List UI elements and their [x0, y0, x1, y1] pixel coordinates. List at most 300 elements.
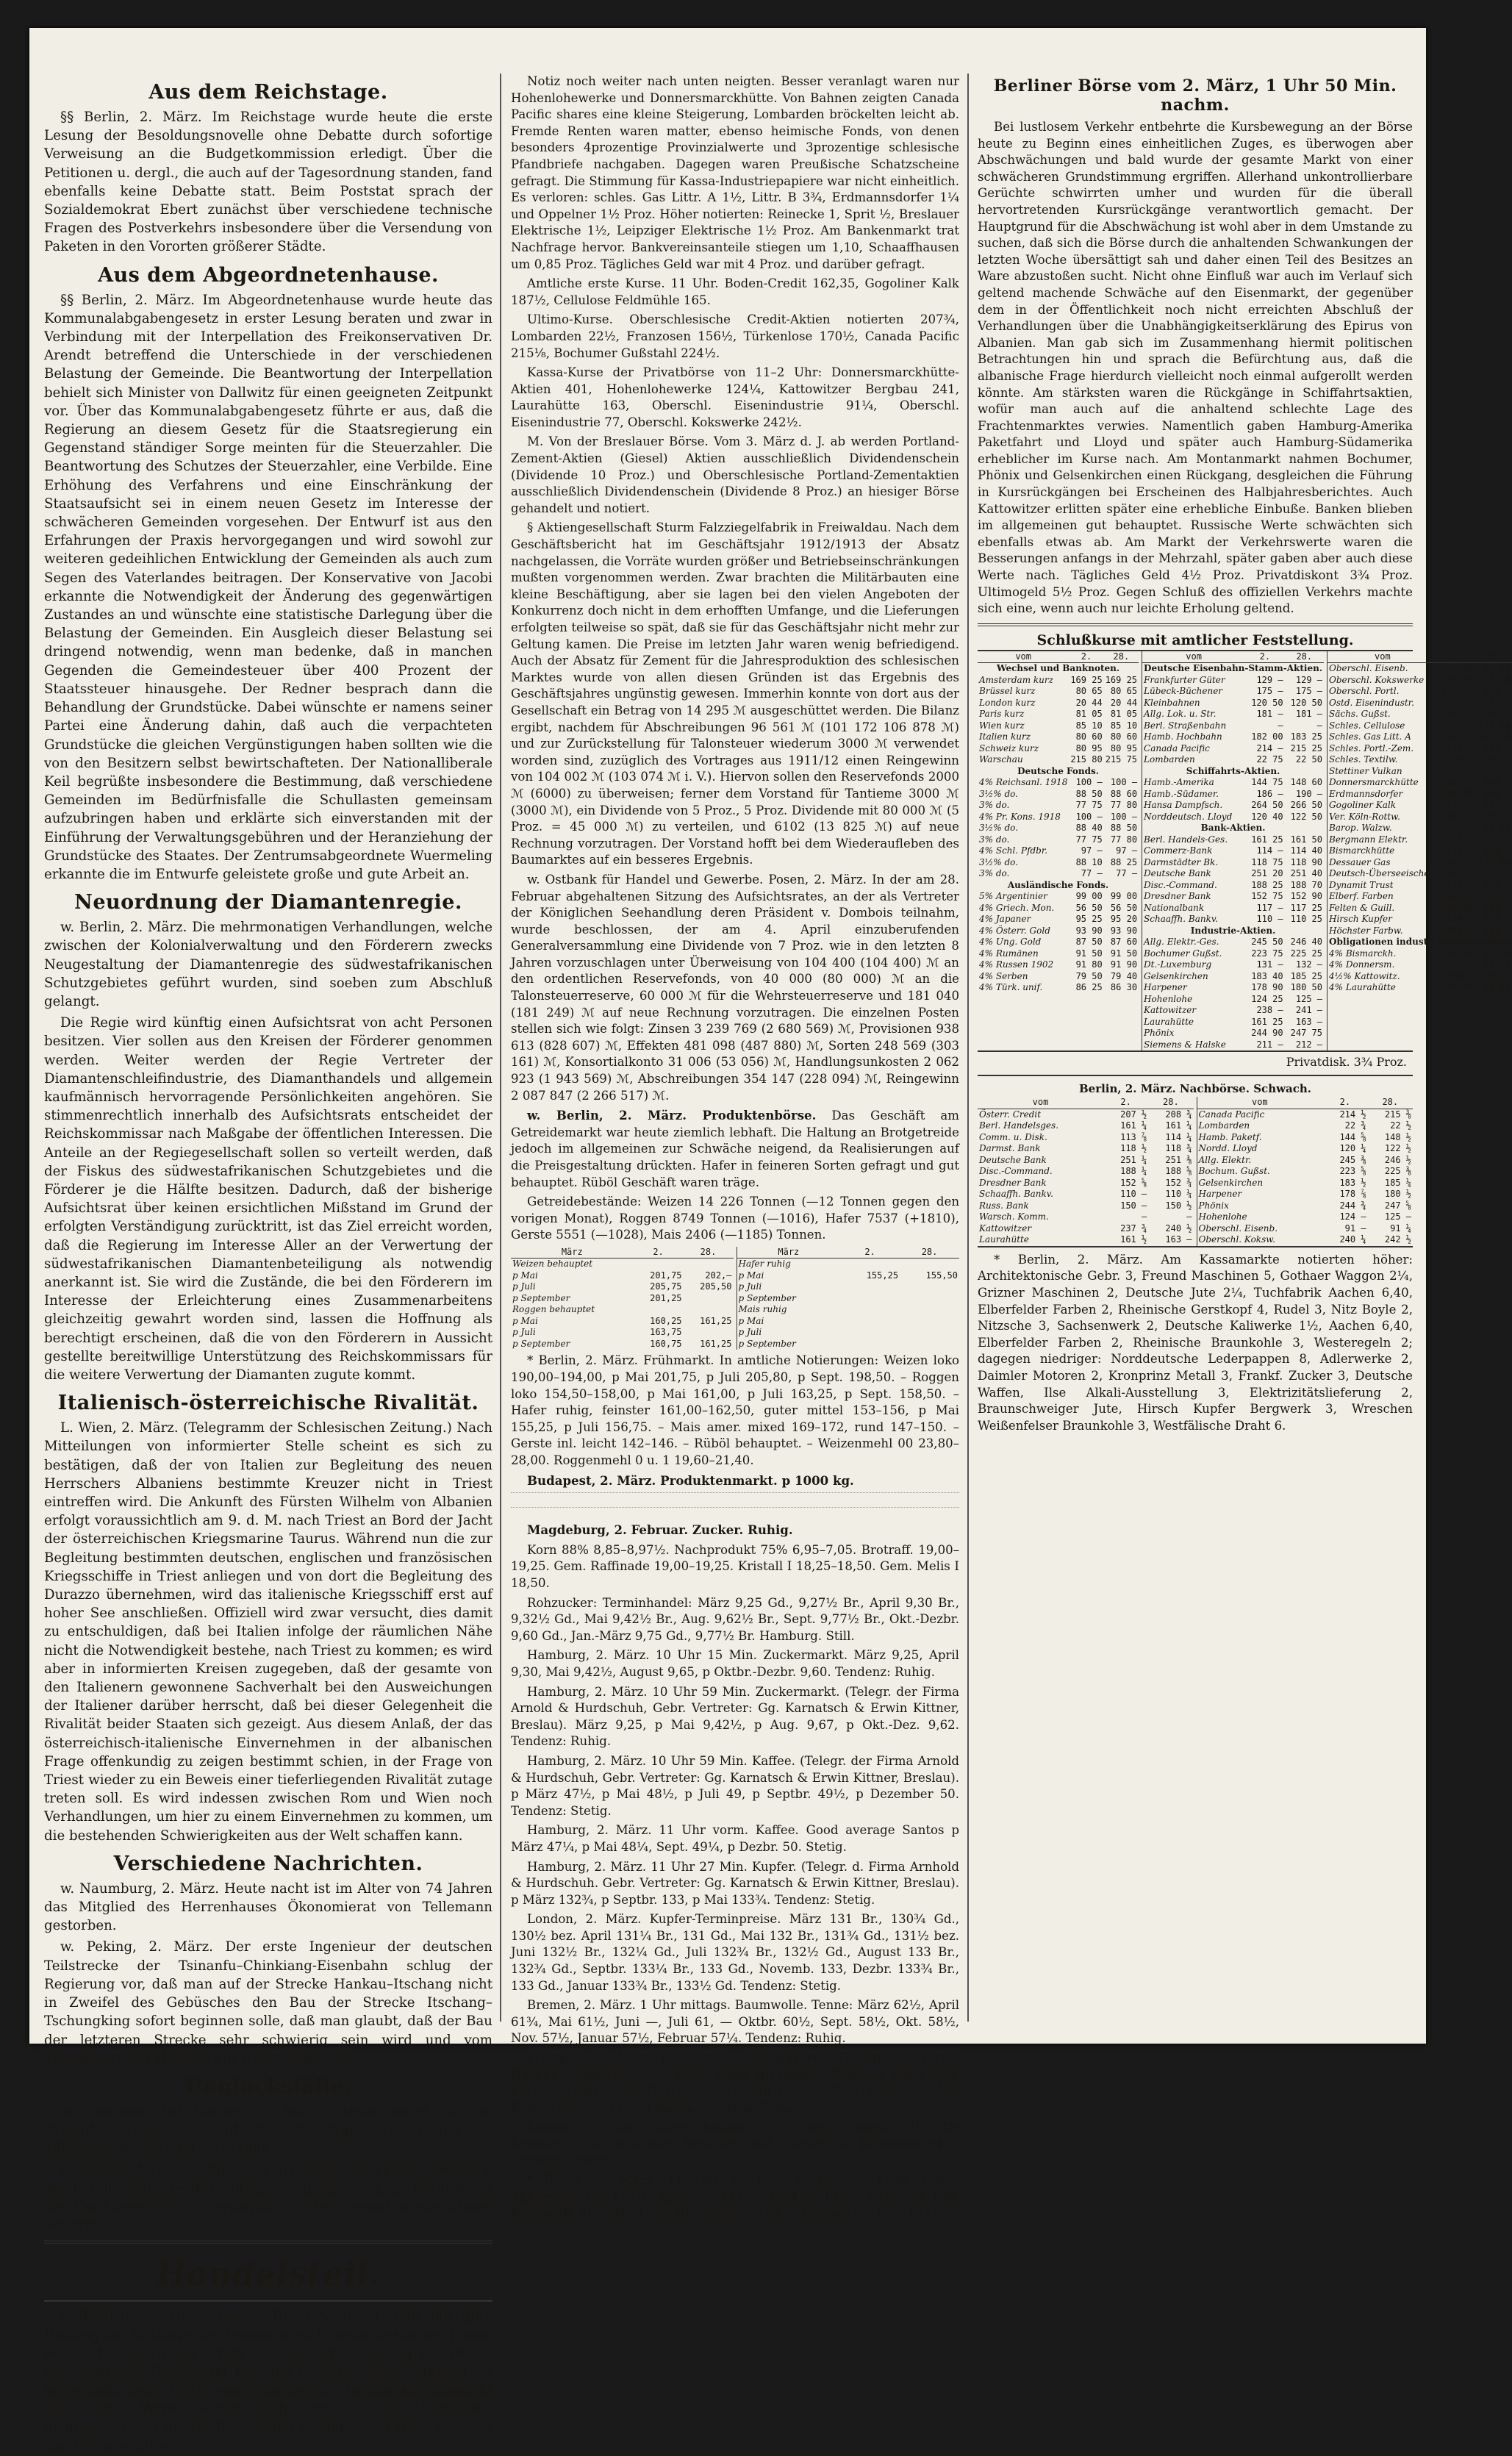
quote-value: 152 ⅝ [1120, 1177, 1147, 1188]
quote-value [900, 1259, 959, 1270]
produkten-table-right [737, 1247, 960, 1350]
quote-value: 292 — [1483, 811, 1511, 822]
table-row [1142, 982, 1324, 994]
quote-value: 160,75 [650, 1338, 682, 1349]
quote-value: 211 — [1256, 1039, 1283, 1050]
quote-value: 20 44 [1110, 697, 1138, 708]
quote-value: 110 — [1256, 914, 1283, 925]
quote-value: 242 ½ [1384, 1234, 1411, 1245]
market-paragraph: * Berlin, 2. März. Frühmarkt. In amtliche Notierungen: Weizen loko 190,00–194,00, p Mai 201,75, p Juli 205,80, p Sept. 198,50. – Roggen loko 154,50–158,00, p Mai 161,00, p Juli 163,25, p Sept. 158,50. – Hafer ruhig, feinster 161,00–162,50, guter mittel 153–156, p Mai 155,25, p Juli 156,75. – Mais amer. mixed 169–172, rund 147–150. – Gerste inl. leicht 142–146. – Rüböl behauptet. – Weizenmehl 00 23,80–28,00. Roggenmehl 0 u. 1 19,60–21,40. [511, 1353, 959, 1468]
col-header: 28. [684, 1247, 734, 1259]
row-label: 4% Rumänen [979, 948, 1039, 959]
col-header: März [511, 1247, 634, 1259]
table-row [511, 1259, 734, 1270]
col-header: 2. [634, 1247, 684, 1259]
quote-value [900, 1293, 959, 1305]
quote-value: 122 ½ [1384, 1143, 1411, 1154]
quote-value: 125 — [1295, 993, 1322, 1004]
quote-value: 192 — [1483, 868, 1511, 879]
quote-value: 96 — [1488, 754, 1511, 765]
quote-value: 134 — [1483, 902, 1511, 913]
magdeburg-head: Magdeburg, 2. Februar. Zucker. Ruhig. [527, 1522, 793, 1538]
table-row [978, 1120, 1194, 1132]
section-heading: Italienisch-österreichische Rivalität. [57, 1392, 479, 1415]
table-row [1142, 971, 1324, 983]
table-row [1197, 1200, 1414, 1212]
table-row [511, 1304, 734, 1316]
row-label: Hamb.-Amerika [1144, 777, 1214, 788]
quote-value: 185 25 [1290, 970, 1322, 981]
market-paragraph: Hamburg, 2. März. 11 Uhr vorm. Kaffee. Good average Santos p März 47¼, p Mai 48¼, Sept. 49¼, p Dezbr. 50. Stetig. [511, 1823, 959, 1854]
row-label: Ver. Köln-Rottw. [1329, 811, 1400, 822]
market-paragraph: Amtliche erste Kurse. 11 Uhr. Boden-Credit 162,35, Gogoliner Kalk 187½, Cellulose Feldmühle 165. [511, 276, 959, 307]
quote-value: 95 20 [1110, 914, 1138, 925]
article-paragraph: w. Naumburg, 2. März. Heute nacht ist im Alter von 74 Jahren das Mitglied des Herrenhauses Ökonomierat von Tellemann gestorben. [44, 1880, 492, 1934]
budapest-head: Budapest, 2. März. Produktenmarkt. p 1000 kg. [527, 1472, 854, 1488]
quote-value: 146 — [1483, 742, 1511, 753]
col-header: 2. [1069, 651, 1103, 663]
quote-value: 401 — [1447, 777, 1474, 788]
table-row [978, 698, 1139, 709]
quote-value: 266 50 [1290, 800, 1322, 811]
table-row [1142, 720, 1324, 732]
quote-value: 81 05 [1110, 709, 1138, 720]
article-paragraph: Die Regie wird künftig einen Aufsichtsrat von acht Personen besitzen. Vier sollen aus den Kreisen der Förderer genommen werden. Weiter werden der Regie Vertreter der Diamantenschleifindustrie, des Diamanthandels und allgemein kaufmännisch hervorragende Persönlichkeiten angehören. Sie stimmenrechtlich innerhalb des Aufsichtsrats entscheidet der Reichskommissar nach Maßgabe der öffentlichen Interessen. Die Anteile an der Regiegesellschaft sollen so verteilt werden, daß der Fiskus des südwestafrikanischen Schutzgebietes und die Förderer je die Hälfte besitzen. Dadurch, daß der bisherige Aufsichtsrat über keinen ersichtlichen Mißstand im Grund der erfolgten Verständigung zurücktritt, ist das Ziel erreicht worden, daß die Regierung im Interesse Aller an der Verwertung der südwestafrikanischen Diamantenbeteiligung als notwendig anerkannt ist. Sie wird die Zustände, die bei den Förderern im Interesse der Erleichterung eines Zusammenarbeitens gleichzeitig gewahrt worden sind, lassen die Hoffnung als berechtigt erscheinen, daß die von den Förderern in Aussicht gestellte bereitwillige Unterstützung des Reichskommissars für die weitere Verwertung der Diamanten zugute kommt. [44, 1015, 492, 1383]
col-header: 28. [1285, 651, 1324, 663]
quote-value: 119 — [1483, 834, 1511, 845]
row-label: Elberf. Farben [1329, 891, 1394, 902]
quote-value: 99 00 [1075, 891, 1103, 902]
quote-value: 94 40 [1483, 982, 1511, 993]
quote-value: 22 50 [1295, 754, 1322, 765]
quote-value: 175 — [1295, 686, 1322, 697]
quote-value: 169 25 [1070, 674, 1103, 685]
quote-value: 207 ½ [1120, 1109, 1147, 1120]
quote-value: 215 ⅜ [1384, 1109, 1411, 1120]
row-label: Schles. Cellulose [1329, 720, 1405, 731]
table-row [1142, 800, 1324, 812]
quote-value: 188 ¼ [1120, 1166, 1147, 1177]
row-label: Hohenlohe [1198, 1211, 1247, 1222]
table-row [978, 754, 1139, 766]
table-row [1142, 868, 1324, 880]
table-row [978, 971, 1139, 983]
row-label: Hamb.-Südamer. [1144, 788, 1219, 799]
quote-value: 144 ⅝ [1339, 1131, 1366, 1142]
table-row [978, 743, 1139, 755]
row-label: p September [512, 1338, 570, 1349]
table-row [978, 1189, 1194, 1200]
quote-value: 110 25 [1290, 914, 1322, 925]
market-paragraph: Hamburg, 2. März. 10 Uhr 59 Min. Zuckermarkt. (Telegr. der Firma Arnold & Hurdschuh, Gebr. Vertreter: Gg. Karnatsch & Erwin Kittner, Breslau). März 9,25, p Mai 9,42½, p Aug. 9,67, p Okt.-Dez. 9,62. Tendenz: Ruhig. [511, 1684, 959, 1749]
quote-value: 125 — [1384, 1211, 1411, 1222]
quote-value: 176 — [1483, 879, 1511, 890]
table-row [978, 812, 1139, 823]
market-paragraph: Bremen, 2. März. 1 Uhr mittags. Baumwolle. Tenne: März 62½, April 61¾, Mai 61½, Juni —, Juli 61, — Oktbr. 60½, Sept. 58½, Okt. 58½, Nov. 57½, Januar 57½, Februar 57¼. Tendenz: Ruhig. [511, 1998, 959, 2046]
table-row [1328, 891, 1512, 903]
row-label: Allg. Lok. u. Str. [1144, 709, 1217, 720]
quote-value: 91 50 [1110, 948, 1138, 959]
row-label: Hohenlohe [1144, 993, 1193, 1004]
quote-value: 152 75 [1251, 891, 1283, 902]
col-header: 2. [1438, 651, 1475, 663]
nachboerse-left [978, 1097, 1194, 1246]
table-row [737, 1281, 960, 1293]
produktenboerse-head: w. Berlin, 2. März. Produktenbörse. [527, 1108, 817, 1123]
table-row [978, 937, 1139, 948]
market-paragraph [511, 1472, 959, 1490]
quote-value: — [1186, 1211, 1192, 1222]
quote-value: 240 ½ [1165, 1222, 1192, 1234]
quote-value: 93 50 [1447, 948, 1474, 959]
table-row [1142, 709, 1324, 720]
table-row [1328, 789, 1512, 801]
quote-value: 244 ¾ [1339, 1200, 1366, 1211]
col-header: vom [1142, 651, 1245, 663]
col-header: 2. [1245, 651, 1284, 663]
column-rule [500, 74, 501, 2022]
quote-value: 93 50 [1483, 948, 1511, 959]
row-label: Lombarden [1198, 1120, 1250, 1131]
table-row [511, 1339, 734, 1350]
row-label: Erdmannsdorfer [1329, 788, 1403, 799]
row-label: Disc.-Command. [1144, 879, 1217, 890]
section-divider [44, 2241, 492, 2244]
row-label: p September [512, 1292, 570, 1303]
quote-value: 130 — [1483, 914, 1511, 925]
nachboerse-right [1197, 1097, 1414, 1246]
row-label: Stettiner Vulkan [1329, 765, 1402, 776]
quote-value: 148 60 [1290, 777, 1322, 788]
table-row [978, 1234, 1194, 1246]
quote-value: 118 ¾ [1165, 1143, 1192, 1154]
quote-value: 88 40 [1075, 823, 1103, 834]
quote-value: 161,25 [700, 1315, 732, 1326]
row-label: Hansa Dampfsch. [1144, 800, 1223, 811]
row-label: Ostd. Eisenindustr. [1329, 697, 1414, 708]
quote-value: 400 — [1483, 777, 1511, 788]
table-row [737, 1327, 960, 1339]
quote-value: 96 — [1452, 754, 1474, 765]
newspaper-page [29, 28, 1511, 2455]
col-header: 28. [1475, 651, 1512, 663]
market-paragraph: Hamburg, 2. März. 10 Uhr 15 Min. Zuckermarkt. März 9,25, April 9,30, Mai 9,42½, August 9,65, p Oktbr.-Dezbr. 9,60. Tendenz: Ruhig. [511, 1648, 959, 1679]
table-row [978, 1109, 1194, 1120]
quote-value: 181 — [1295, 709, 1322, 720]
table-row [737, 1293, 960, 1305]
quote-value: 79 50 [1075, 970, 1103, 981]
section-divider [978, 623, 1413, 626]
row-label: Paris kurz [979, 709, 1025, 720]
table-row [978, 914, 1139, 926]
table-row [978, 845, 1139, 857]
table-row [1328, 926, 1512, 937]
row-label: Commerz-Bank [1144, 845, 1213, 856]
quote-value [684, 1327, 734, 1339]
table-section-title: Wechsel und Banknoten. [996, 663, 1120, 674]
quote-value: 91 — [1344, 1222, 1366, 1234]
quote-value: 183 ½ [1339, 1177, 1366, 1188]
table-row [978, 834, 1139, 846]
quote-value: 88 50 [1075, 788, 1103, 799]
table-row [511, 1327, 734, 1339]
quote-value: 117 25 [1290, 902, 1322, 913]
row-label: Phönix [1144, 1028, 1175, 1039]
table-row [1197, 1109, 1414, 1120]
table-row [1142, 834, 1324, 846]
quote-value: 120 50 [1251, 697, 1283, 708]
market-paragraph: Kassa-Kurse der Privatbörse von 11–2 Uhr: Donnersmarckhütte-Aktien 401, Hohenlohewerke 124¼, Kattowitzer Bergbau 241, Laurahütte 163, Oberschl. Eisenindustrie 91¼, Oberschl. Eisenindustrie 77, Oberschl. Kokswerke 242½. [511, 365, 959, 429]
row-label: 3% do. [979, 834, 1010, 845]
article-paragraph: * Breslau, 2. März. Börse. Die Erwartung, daß die gute Haltung am Schlusse der Vorwoche sich heute fortsetzen finden werde, hat sich nicht erfüllt. Die Abwärtsbewegung der Preise am belgischen Eisenmarkt hat eine Unterbrechung erfahren, es boten dafür heute Werte eine Erholung an. Die zum Montanmarkt gehörenden Werte waren auch unter diesen Umständen niedriger. Dieser größte Rückschlag erfolgte bei Kattowitzer, die um 3 Proz. erlitten. [44, 2309, 492, 2455]
quote-value: 145 — [1447, 742, 1474, 753]
row-label: Oberschl. Kokswerke [1329, 674, 1425, 685]
quote-value [840, 1327, 900, 1339]
table-row [1142, 675, 1324, 687]
quote-value [840, 1339, 900, 1350]
quote-value [900, 1281, 959, 1293]
row-label: Schaaffh. Bankv. [1144, 914, 1219, 925]
quote-value: 186 75 [1441, 856, 1474, 867]
quote-value: 180 — [1483, 845, 1511, 856]
quote-value: 124 25 [1251, 993, 1283, 1004]
table-row [978, 823, 1139, 834]
table-row [1142, 812, 1324, 823]
quote-value: 99 00 [1110, 891, 1138, 902]
row-label: 4% Pr. Kons. 1918 [979, 811, 1061, 822]
quote-value: 133 50 [1441, 902, 1474, 913]
table-row [1328, 800, 1512, 812]
table-row [1197, 1189, 1414, 1200]
quote-value: 163 — [1165, 1234, 1192, 1245]
row-label: Lombarden [1144, 754, 1195, 765]
quote-value: 144 75 [1251, 777, 1283, 788]
quote-value: 94 40 [1447, 982, 1474, 993]
quote-value: 223 ⅝ [1339, 1166, 1366, 1177]
quote-value: 241 — [1295, 1005, 1322, 1016]
quote-value: 77 80 [1110, 800, 1138, 811]
section-heading: Unglücksfälle. [185, 2074, 351, 2098]
quote-value: 161 50 [1290, 834, 1322, 845]
market-paragraph: Ultimo-Kurse. Oberschlesische Credit-Aktien notierten 207¾, Lombarden 22½, Franzosen 156½, Türkenlose 170½, Canada Pacific 215⅛, Bochumer Gußstahl 224½. [511, 312, 959, 360]
table-row [1142, 731, 1324, 743]
quote-value: 240 50 [1441, 674, 1474, 685]
row-label: Oberschl. Eisenb. [1329, 663, 1408, 674]
quote-value: 114 ¼ [1165, 1131, 1192, 1142]
quote-value: 245 ⅜ [1339, 1154, 1366, 1165]
quote-value: 77 75 [1075, 834, 1103, 845]
table-row [737, 1316, 960, 1328]
quote-value: 186 — [1256, 788, 1283, 799]
quote-value: 86 25 [1075, 982, 1103, 993]
table-row [1197, 1234, 1414, 1246]
quote-value: 155,25 [866, 1270, 899, 1281]
quote-value: 91 90 [1110, 959, 1138, 970]
quote-value: 87 60 [1110, 937, 1138, 948]
row-label: Dresdner Bank [979, 1177, 1047, 1188]
quote-value: 163 — [1295, 1016, 1322, 1027]
row-label: Dresdner Bank [1144, 891, 1211, 902]
quote-value: 246 ½ [1384, 1154, 1411, 1165]
quote-value: 540 — [1447, 925, 1474, 936]
quote-value: 178 90 [1251, 982, 1283, 993]
table-row [978, 868, 1139, 880]
quote-value: 22 ¾ [1344, 1120, 1366, 1131]
quote-value: 77 75 [1075, 800, 1103, 811]
quote-value: 75 50 [1447, 823, 1474, 834]
table-row [1197, 1143, 1414, 1155]
table-row [1197, 1211, 1414, 1223]
quote-value: 118 — [1483, 686, 1511, 697]
quote-value: 91 50 [1075, 948, 1103, 959]
quote-value: 117 50 [1441, 686, 1474, 697]
quote-value [840, 1281, 900, 1293]
col-header: vom [1328, 651, 1438, 663]
quote-value: 132 — [1295, 959, 1322, 970]
quote-value: 91 80 [1075, 959, 1103, 970]
table-row [1142, 845, 1324, 857]
row-label: p Juli [512, 1281, 536, 1292]
row-label: Harpener [1198, 1189, 1242, 1200]
quote-value: 183 40 [1251, 970, 1283, 981]
market-paragraph: Hamburg, 2. März. 10 Uhr 59 Min. Kaffee. (Telegr. der Firma Arnold & Hurdschuh, Gebr. Vertreter: Gg. Karnatsch & Erwin Kittner, Breslau). p März 47½, p Mai 48½, p Juli 49, p Septbr. 49½, p Dezember 50. Tendenz: Stetig. [511, 1753, 959, 1818]
table-row [737, 1304, 960, 1316]
table-row [978, 891, 1139, 903]
quote-value: 185 — [1447, 709, 1474, 720]
quote-value: 20 44 [1075, 697, 1103, 708]
row-label: 4½% Kattowitz. [1329, 970, 1400, 981]
article-paragraph: L. Wien, 2. März. (Telegramm der Schlesischen Zeitung.) Nach Mitteilungen von informierter Stelle scheint es sich zu bestätigen, daß der von Italien zur Begleitung des neuen Herrschers Albaniens bestimmte Kreuzer nicht in Triest eintreffen wird. Die Ankunft des Fürsten Wilhelm von Albanien erfolgt voraussichtlich am 9. d. M. nach Triest an Bord der Jacht der österreichischen Kriegsmarine Taurus. Während nun die zur Begleitung bestimmten deutschen, englischen und französischen Kriegsschiffe in Triest anliegen und von dort die Begleitung des Durazzo übernehmen, wird das italienische Kriegsschiff erst auf hoher See anschließen. Offiziell wird zwar versucht, dies damit zu entschuldigen, daß bei Italien infolge der räumlichen Nähe nicht die Notwendigkeit bestehe, nach Triest zu kommen; es wird aber in informierten Kreisen zugegeben, daß der gesamte von den Italienern gewonnene Sachverhalt bei den Ausweichungen der Italiener darüber herrscht, daß bei dieser Gelegenheit die Rivalität beider Staaten sich gezeigt. Aus diesem Anlaß, der das österreichisch-italienische Einvernehmen in der albanischen Frage offenkundig zu zeigen bestimmt schien, in der Frage von Triest wieder zu ein Beweis einer tieferliegenden Rivalität zutage treten soll. Es wird indessen zwischen Rom und Wien noch Verhandlungen, um hier zu einem Einvernehmen zu kommen, um die bestehenden Schwierigkeiten aus der Welt schaffen kann. [44, 1420, 492, 1844]
row-label: Italien kurz [979, 731, 1031, 742]
table-row [1328, 698, 1512, 709]
quote-value: 77 — [1452, 697, 1474, 708]
row-label: 5% Argentinier [979, 891, 1047, 902]
table-row [1142, 937, 1324, 948]
row-label: Österr. Credit [979, 1109, 1042, 1120]
table-row [978, 1223, 1194, 1235]
quote-value: 122 50 [1290, 811, 1322, 822]
quote-value: 80 95 [1110, 742, 1138, 753]
quote-value: 188 25 [1251, 879, 1283, 890]
row-label: p September [738, 1292, 796, 1303]
produkten-table-left [511, 1247, 734, 1350]
section-heading: Aus dem Reichstage. [148, 81, 388, 104]
table-row [1142, 1005, 1324, 1017]
row-label: 4% Bismarckh. [1329, 948, 1397, 959]
row-label: Warschau [979, 754, 1023, 765]
row-label: Laurahütte [1144, 1016, 1194, 1027]
quote-value: 110 — [1120, 1189, 1147, 1200]
quote-value [900, 1316, 959, 1328]
budapest-table-placeholder [511, 1507, 959, 1519]
quote-value: 215 75 [1105, 754, 1138, 765]
row-label: Weizen behauptet [512, 1259, 593, 1270]
table-row [1142, 789, 1324, 801]
section-divider [44, 2300, 492, 2302]
quote-value: 240 ¼ [1339, 1234, 1366, 1245]
quote-value: 223 75 [1251, 948, 1283, 959]
row-label: 4% Schl. Pfdbr. [979, 845, 1048, 856]
table-row [511, 1270, 734, 1282]
quote-value: 120 40 [1251, 811, 1283, 822]
quote-value: 264 50 [1251, 800, 1283, 811]
table-row [511, 1316, 734, 1328]
row-label: p Juli [512, 1327, 536, 1338]
quote-value: 246 40 [1290, 937, 1322, 948]
quote-value: 205,50 [700, 1281, 732, 1292]
table-row [978, 1132, 1194, 1144]
table-row [1328, 766, 1512, 778]
quote-value: 91 00 [1447, 663, 1474, 674]
quote-value: 100 — [1110, 811, 1138, 822]
table-row [1328, 823, 1512, 834]
quote-value: — [1505, 765, 1511, 776]
table-row [978, 686, 1139, 698]
section-heading: Neuordnung der Diamantenregie. [74, 891, 462, 914]
table-row [1142, 698, 1324, 709]
nachboerse-table [978, 1097, 1413, 1247]
quote-value: 164 — [1447, 731, 1474, 742]
quote-value [900, 1304, 959, 1316]
quote-value: — [1142, 1211, 1147, 1222]
row-label: Phönix [1198, 1200, 1229, 1211]
budapest-table-placeholder [511, 1492, 959, 1505]
row-label: p Juli [738, 1281, 762, 1292]
row-label: Schles. Gas Litt. A [1329, 731, 1411, 742]
quote-value: 225 ⅜ [1384, 1166, 1411, 1177]
table-row [978, 777, 1139, 789]
quote-value: 180 ½ [1384, 1189, 1411, 1200]
row-label: Nationalbank [1144, 902, 1205, 913]
table-row [1142, 754, 1324, 766]
table-row [1328, 948, 1512, 960]
quote-value: 80 65 [1075, 686, 1103, 697]
kurs-table-col-1 [978, 651, 1139, 1051]
kurs-table [978, 650, 1511, 1053]
quote-value: 214 — [1256, 742, 1283, 753]
quote-value: 118 ½ [1120, 1143, 1147, 1154]
quote-value: 118 90 [1290, 856, 1322, 867]
col-header: 28. [1148, 1097, 1193, 1109]
quote-value: 238 — [1256, 1005, 1283, 1016]
quote-value: 187 25 [1441, 800, 1474, 811]
table-row [978, 903, 1139, 914]
row-label: 4% Türk. unif. [979, 982, 1043, 993]
col-header: 2. [1103, 1097, 1148, 1109]
table-section-title: Ausländische Fonds. [1007, 879, 1109, 890]
quote-value: 202,— [705, 1270, 732, 1281]
quote-value: 140 — [1483, 788, 1511, 799]
row-label: Oberschl. Portl. [1329, 686, 1400, 697]
quote-value: 77 80 [1110, 834, 1138, 845]
quote-value: 237 ¾ [1120, 1222, 1147, 1234]
col-header: März [737, 1247, 841, 1259]
table-row [978, 1155, 1194, 1167]
quote-value: 80 60 [1110, 731, 1138, 742]
kurs-table-col-2 [1142, 651, 1324, 1051]
quote-value: 214 ½ [1339, 1109, 1366, 1120]
row-label: 4% Japaner [979, 914, 1031, 925]
table-row [978, 720, 1139, 732]
market-paragraph: Bei lustlosem Verkehr entbehrte die Kursbewegung an der Börse heute zu Beginn eines einheitlichen Zuges, es überwogen aber Abschwächungen und bald wurde der gesamte Markt von einer schwächeren Grundstimmung ergriffen. Allerhand unkontrollierbare Gerüchte schwirrten umher und wurden für die überall hervortretenden Kursrückgänge verantwortlich gemacht. Der Hauptgrund für die Abschwächung ist wohl aber in dem Umstande zu suchen, daß sich die Börse durch die anhaltenden Schwankungen der letzten Woche übersättigt sah und daher einen Teil des Besitzes an Ware abzustoßen sucht. Nicht ohne Einfluß war auch im Verlauf sich geltend machende Schwäche auf den Eisenmarkt, der gegenüber dem in der Öffentlichkeit noch nicht erreichten Abschluß der Verhandlungen über die Unabhängigkeitserklärung des Epirus von Albanien. Man gab sich im Zusammenhang hiermit politischen Betrachtungen hin und sprach die Befürchtung aus, daß die albanische Frage hierdurch vielleicht noch einmal aufgerollt werden könnte. Am stärksten waren die Rückgänge in Schiffahrtsaktien, wofür man auch auf die anhaltend schlechte Lage des Frachtenmarktes verwies. Namentlich gaben Hamburg-Amerika Paketfahrt und Lloyd und später auch Hamburg-Südamerika erheblicher im Kurse nach. Am Montanmarkt nahmen Bochumer, Phönix und Gelsenkirchen einen Rückgang, desgleichen die Führung in Kursrückgängen bei Erscheinen des Halbjahresberichtes. Auch Kattowitzer erlitten später eine erhebliche Einbuße. Banken blieben im allgemeinen gut behauptet. Russische Werte schwächten sich ebenfalls etwas ab. Am Markt der Verkehrswerte waren die Besserungen anfangs in der Mehrzahl, später gaben aber auch diese Werte nach. Tägliches Geld 4½ Proz. Privatdiskont 3¾ Proz. Ultimogeld 5½ Proz. Gegen Schluß des offiziellen Verkehrs machte sich eine, wenn auch nur leichte Erholung geltend. [978, 120, 1413, 616]
quote-value: 93 90 [1075, 925, 1103, 936]
quote-value: 95 25 [1075, 914, 1103, 925]
table-row [1328, 686, 1512, 698]
quote-value: 75 50 [1483, 823, 1511, 834]
col-header: vom [978, 1097, 1103, 1109]
table-row [978, 959, 1139, 971]
table-row [511, 1281, 734, 1293]
